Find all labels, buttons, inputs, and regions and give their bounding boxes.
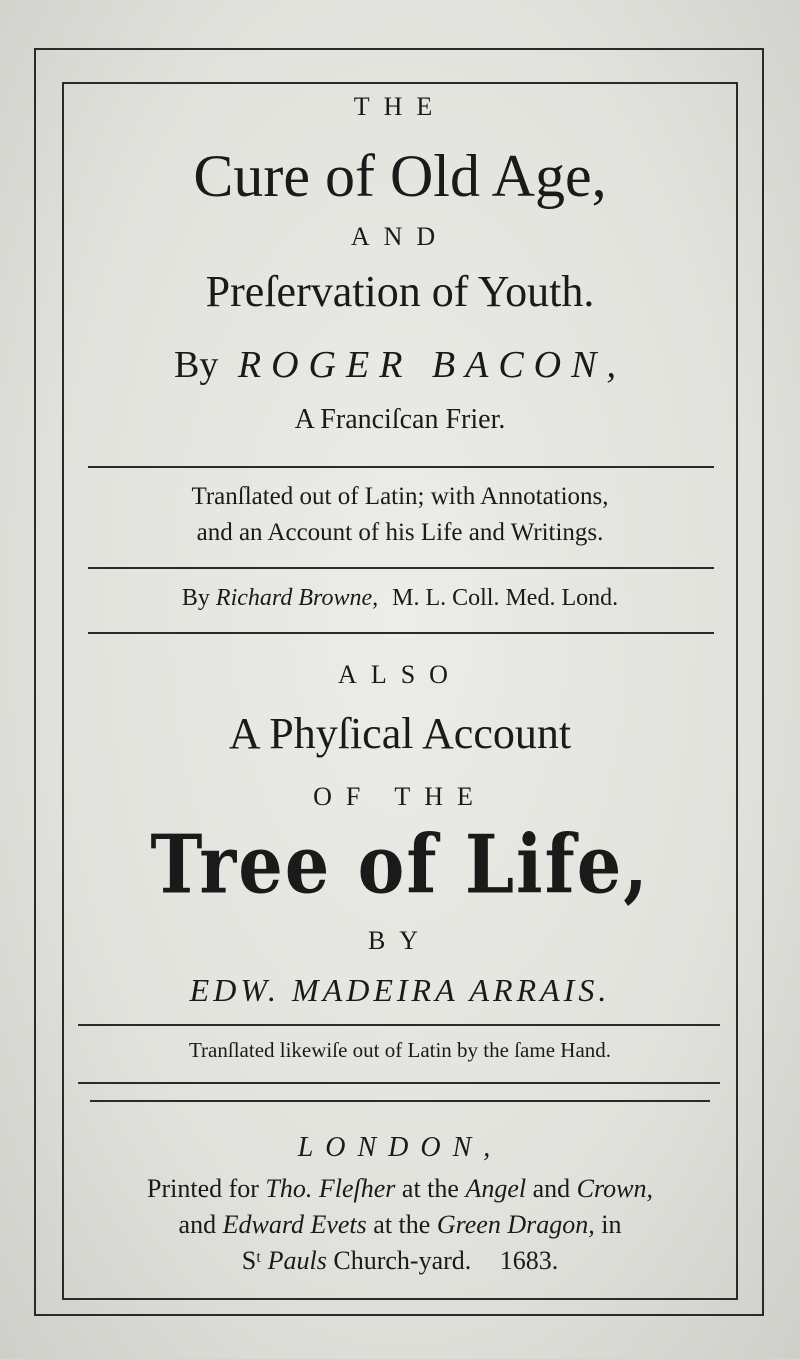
imprint-green-dragon: Green Dragon,	[436, 1210, 595, 1239]
of-the-heading: OF THE	[313, 782, 487, 811]
second-author: EDW. MADEIRA ARRAIS.	[189, 972, 611, 1008]
imprint-at-the-1: at the	[401, 1174, 459, 1203]
imprint-seller: Edward Evets	[222, 1210, 367, 1239]
translation-line-1: Tranſlated out of Latin; with Annotations,	[191, 483, 609, 510]
imprint-and-1: and	[532, 1174, 571, 1203]
author-name: ROGER BACON,	[237, 344, 626, 386]
also-heading: ALSO	[338, 660, 462, 689]
imprint-pauls: Pauls	[267, 1246, 327, 1275]
imprint-printed-for: Printed for	[147, 1174, 259, 1203]
second-title: A Phyſical Account	[228, 709, 572, 758]
divider-rule-4	[78, 1024, 720, 1026]
author-line	[62, 346, 738, 384]
translation-line-2: and an Account of his Life and Writings.	[196, 519, 604, 546]
imprint-line-2	[62, 1212, 738, 1238]
divider-rule-5	[78, 1082, 720, 1084]
translator-name: Richard Browne,	[215, 585, 379, 611]
divider-rule-1	[88, 466, 714, 468]
imprint-crown: Crown,	[576, 1174, 653, 1203]
imprint-in: in	[601, 1210, 622, 1239]
the-heading: THE	[353, 92, 447, 121]
imprint-at-the-2: at the	[373, 1210, 431, 1239]
imprint-city: LONDON,	[297, 1132, 503, 1163]
translator-credentials: M. L. Coll. Med. Lond.	[392, 585, 619, 611]
by-word: By	[174, 344, 219, 386]
inner-border	[62, 82, 738, 1300]
subtitle: Preſervation of Youth.	[205, 267, 595, 316]
imprint-angel: Angel	[465, 1174, 527, 1203]
imprint-printer: Tho. Fleſher	[265, 1174, 396, 1203]
imprint-churchyard: Church-yard.	[333, 1246, 472, 1275]
main-title: Cure of Old Age,	[193, 143, 607, 209]
divider-rule-6	[90, 1100, 710, 1102]
imprint-line-1	[62, 1176, 738, 1202]
imprint-and-2: and	[178, 1210, 217, 1239]
tree-of-life-title: Tree of Life,	[150, 816, 650, 913]
imprint-year: 1683.	[499, 1246, 559, 1275]
divider-rule-3	[88, 632, 714, 634]
divider-rule-2	[88, 567, 714, 569]
translator-by: By	[181, 585, 210, 611]
imprint-saint: Sᵗ	[241, 1246, 262, 1275]
and-heading: AND	[350, 222, 450, 251]
by-heading: BY	[367, 926, 433, 955]
translator-line	[62, 586, 738, 610]
translated-likewise: Tranſlated likewiſe out of Latin by the ſame Hand.	[188, 1038, 612, 1062]
author-description: A Franciſcan Frier.	[294, 404, 506, 435]
imprint-line-3	[62, 1248, 738, 1274]
